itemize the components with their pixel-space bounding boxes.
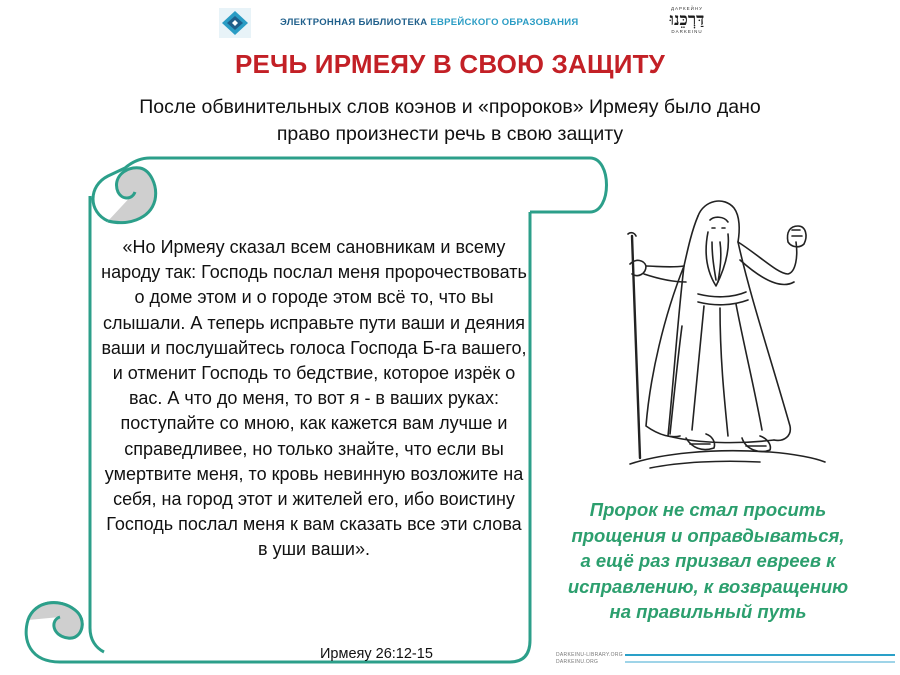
note-line: Пророк не стал просить [589,499,827,520]
note-line: исправлению, к возвращению [567,575,849,597]
library-name-part2: ЕВРЕЙСКОГО ОБРАЗОВАНИЯ [430,17,579,28]
footer-urls [556,652,623,666]
note-line: прощения и оправдываться, [571,524,845,546]
brand-latin-top: ДАРКЕЙНУ [670,6,704,11]
prophet-illustration [620,186,830,476]
brand-latin-bottom: DARKEINU [671,29,703,34]
footer-url-main[interactable]: DARKEINU.ORG [556,659,599,665]
note-line: а ещё раз призвал евреев к [580,550,836,572]
quote-source: Ирмеяу 26:12-15 [320,646,433,662]
page-title: РЕЧЬ ИРМЕЯУ В СВОЮ ЗАЩИТУ [234,49,666,79]
subtitle-line-2: право произнести речь в свою защиту [276,123,624,145]
subtitle-line-1: После обвинительных слов коэнов и «пророков» Ирмеяу было дано [139,96,761,118]
scripture-quote: «Но Ирмеяу сказал всем сановникам и всему народу так: Господь послал меня пророчествовать о доме этом и о городе этом всё то, что вы слышали. А теперь исправьте пути ваши и деяния ваши и послушайтесь голоса Господа Б-га вашего, и отменит Господь то бедствие, которое изрёк о вас. А что до меня, то вот я - в ваших руках: поступайте со мною, как кажется вам лучше и справедливее, но только знайте, что если вы умертвите меня, то кровь невинную возложите на себя, на город этот и жителей его, ибо воистину Господь послал меня к вам сказать все эти слова в уши ваши». [101,237,527,560]
commentary-note [538,497,878,625]
note-line: на правильный путь [609,601,807,623]
footer-url-library[interactable]: DARKEINU-LIBRARY.ORG [556,652,623,658]
footer-accent-line-light [625,661,895,663]
footer-accent-line [625,654,895,656]
brand-hebrew: דַּרְכֵּנוּ [669,10,705,30]
library-name-part1: ЭЛЕКТРОННАЯ БИБЛИОТЕКА [280,17,431,28]
